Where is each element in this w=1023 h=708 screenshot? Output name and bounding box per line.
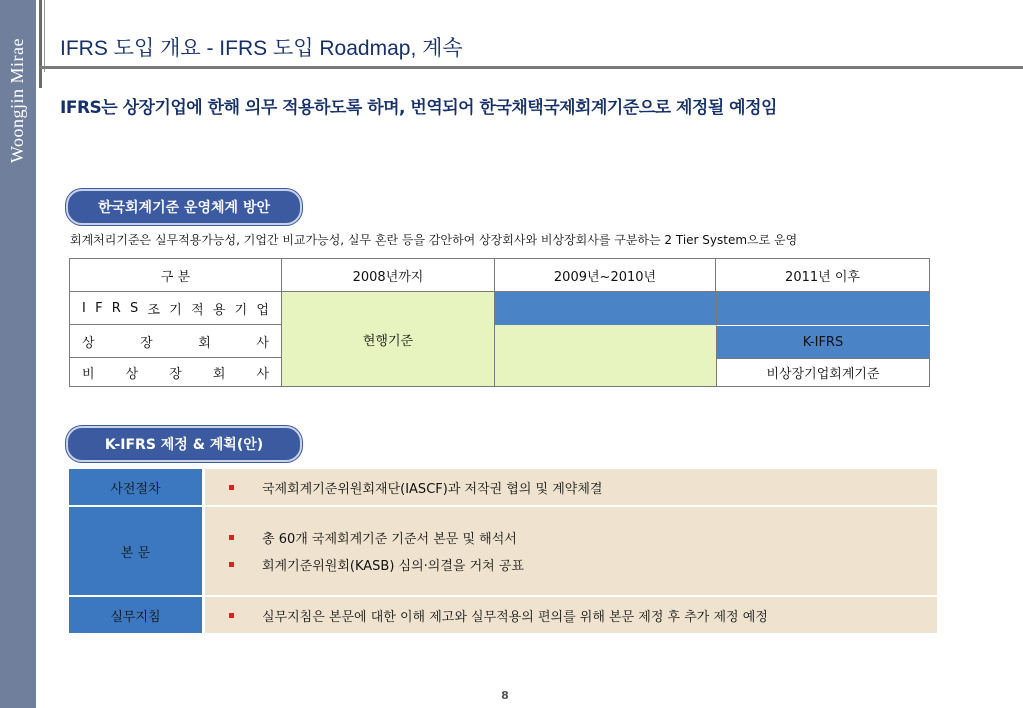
- divider-vertical-thin: [44, 0, 45, 72]
- plan-row-practice-guide: [69, 597, 937, 633]
- list-item: 실무지침은 본문에 대한 이해 제고와 실무적용의 편의를 위해 본문 제정 후 추가 제정 예정: [229, 606, 937, 625]
- early-adopt-2009-cell: [495, 292, 716, 325]
- table-header-2011: 2011년 이후: [716, 259, 929, 292]
- row-label-unlisted: 비 상 장 회 사: [70, 358, 282, 386]
- divider-vertical: [39, 0, 42, 88]
- page-title: IFRS 도입 개요 - IFRS 도입 Roadmap, 계속: [60, 37, 463, 60]
- current-standard-extension: [495, 325, 716, 386]
- plan-row-content: [205, 507, 937, 595]
- plan-row-content: [205, 469, 937, 505]
- row-label-ifrs-early: I F R S 조 기 적 용 기 업: [70, 292, 282, 325]
- table-header-2008: 2008년까지: [282, 259, 495, 292]
- brand-text: Woongjin Mirae: [7, 37, 28, 163]
- plan-row-preliminary: [69, 469, 937, 505]
- k-ifrs-label: K-IFRS: [716, 325, 929, 358]
- tier-table: [69, 258, 930, 387]
- bullet-icon: [229, 562, 234, 567]
- section-heading-k-ifrs-plan: K-IFRS 제정 & 계획(안): [66, 426, 302, 462]
- bullet-icon: [229, 485, 234, 490]
- page-number: 8: [501, 689, 509, 702]
- sidebar-brand: [0, 0, 36, 200]
- list-item: 총 60개 국제회계기준 기준서 본문 및 해석서: [229, 528, 937, 547]
- bullet-icon: [229, 535, 234, 540]
- section-heading-operating-system: 한국회계기준 운영체계 방안: [66, 189, 302, 225]
- row-label-listed: 상 장 회 사: [70, 325, 282, 358]
- header-rule: [39, 66, 1023, 69]
- plan-row-label: 사전절차: [69, 469, 202, 505]
- non-listed-standard-cell: 비상장기업회계기준: [716, 358, 929, 386]
- section-note: 회계처리기준은 실무적용가능성, 기업간 비교가능성, 실무 혼란 등을 감안하여 상장회사와 비상장회사를 구분하는 2 Tier System으로 운영: [70, 233, 798, 247]
- plan-row-main-text: [69, 507, 937, 595]
- current-standard-cell: 현행기준: [282, 292, 495, 386]
- table-header-category: 구 분: [70, 259, 282, 292]
- plan-row-content: [205, 597, 937, 633]
- list-item: 국제회계기준위원회재단(IASCF)과 저작권 협의 및 계약체결: [229, 478, 937, 497]
- plan-row-label: 실무지침: [69, 597, 202, 633]
- bullet-icon: [229, 613, 234, 618]
- page-subtitle: IFRS는 상장기업에 한해 의무 적용하도록 하며, 번역되어 한국채택국제회계기준으로 제정될 예정임: [60, 98, 777, 118]
- list-item: 회계기준위원회(KASB) 심의·의결을 거쳐 공표: [229, 555, 937, 574]
- plan-row-label: 본 문: [69, 507, 202, 595]
- table-header-2009-2010: 2009년~2010년: [495, 259, 716, 292]
